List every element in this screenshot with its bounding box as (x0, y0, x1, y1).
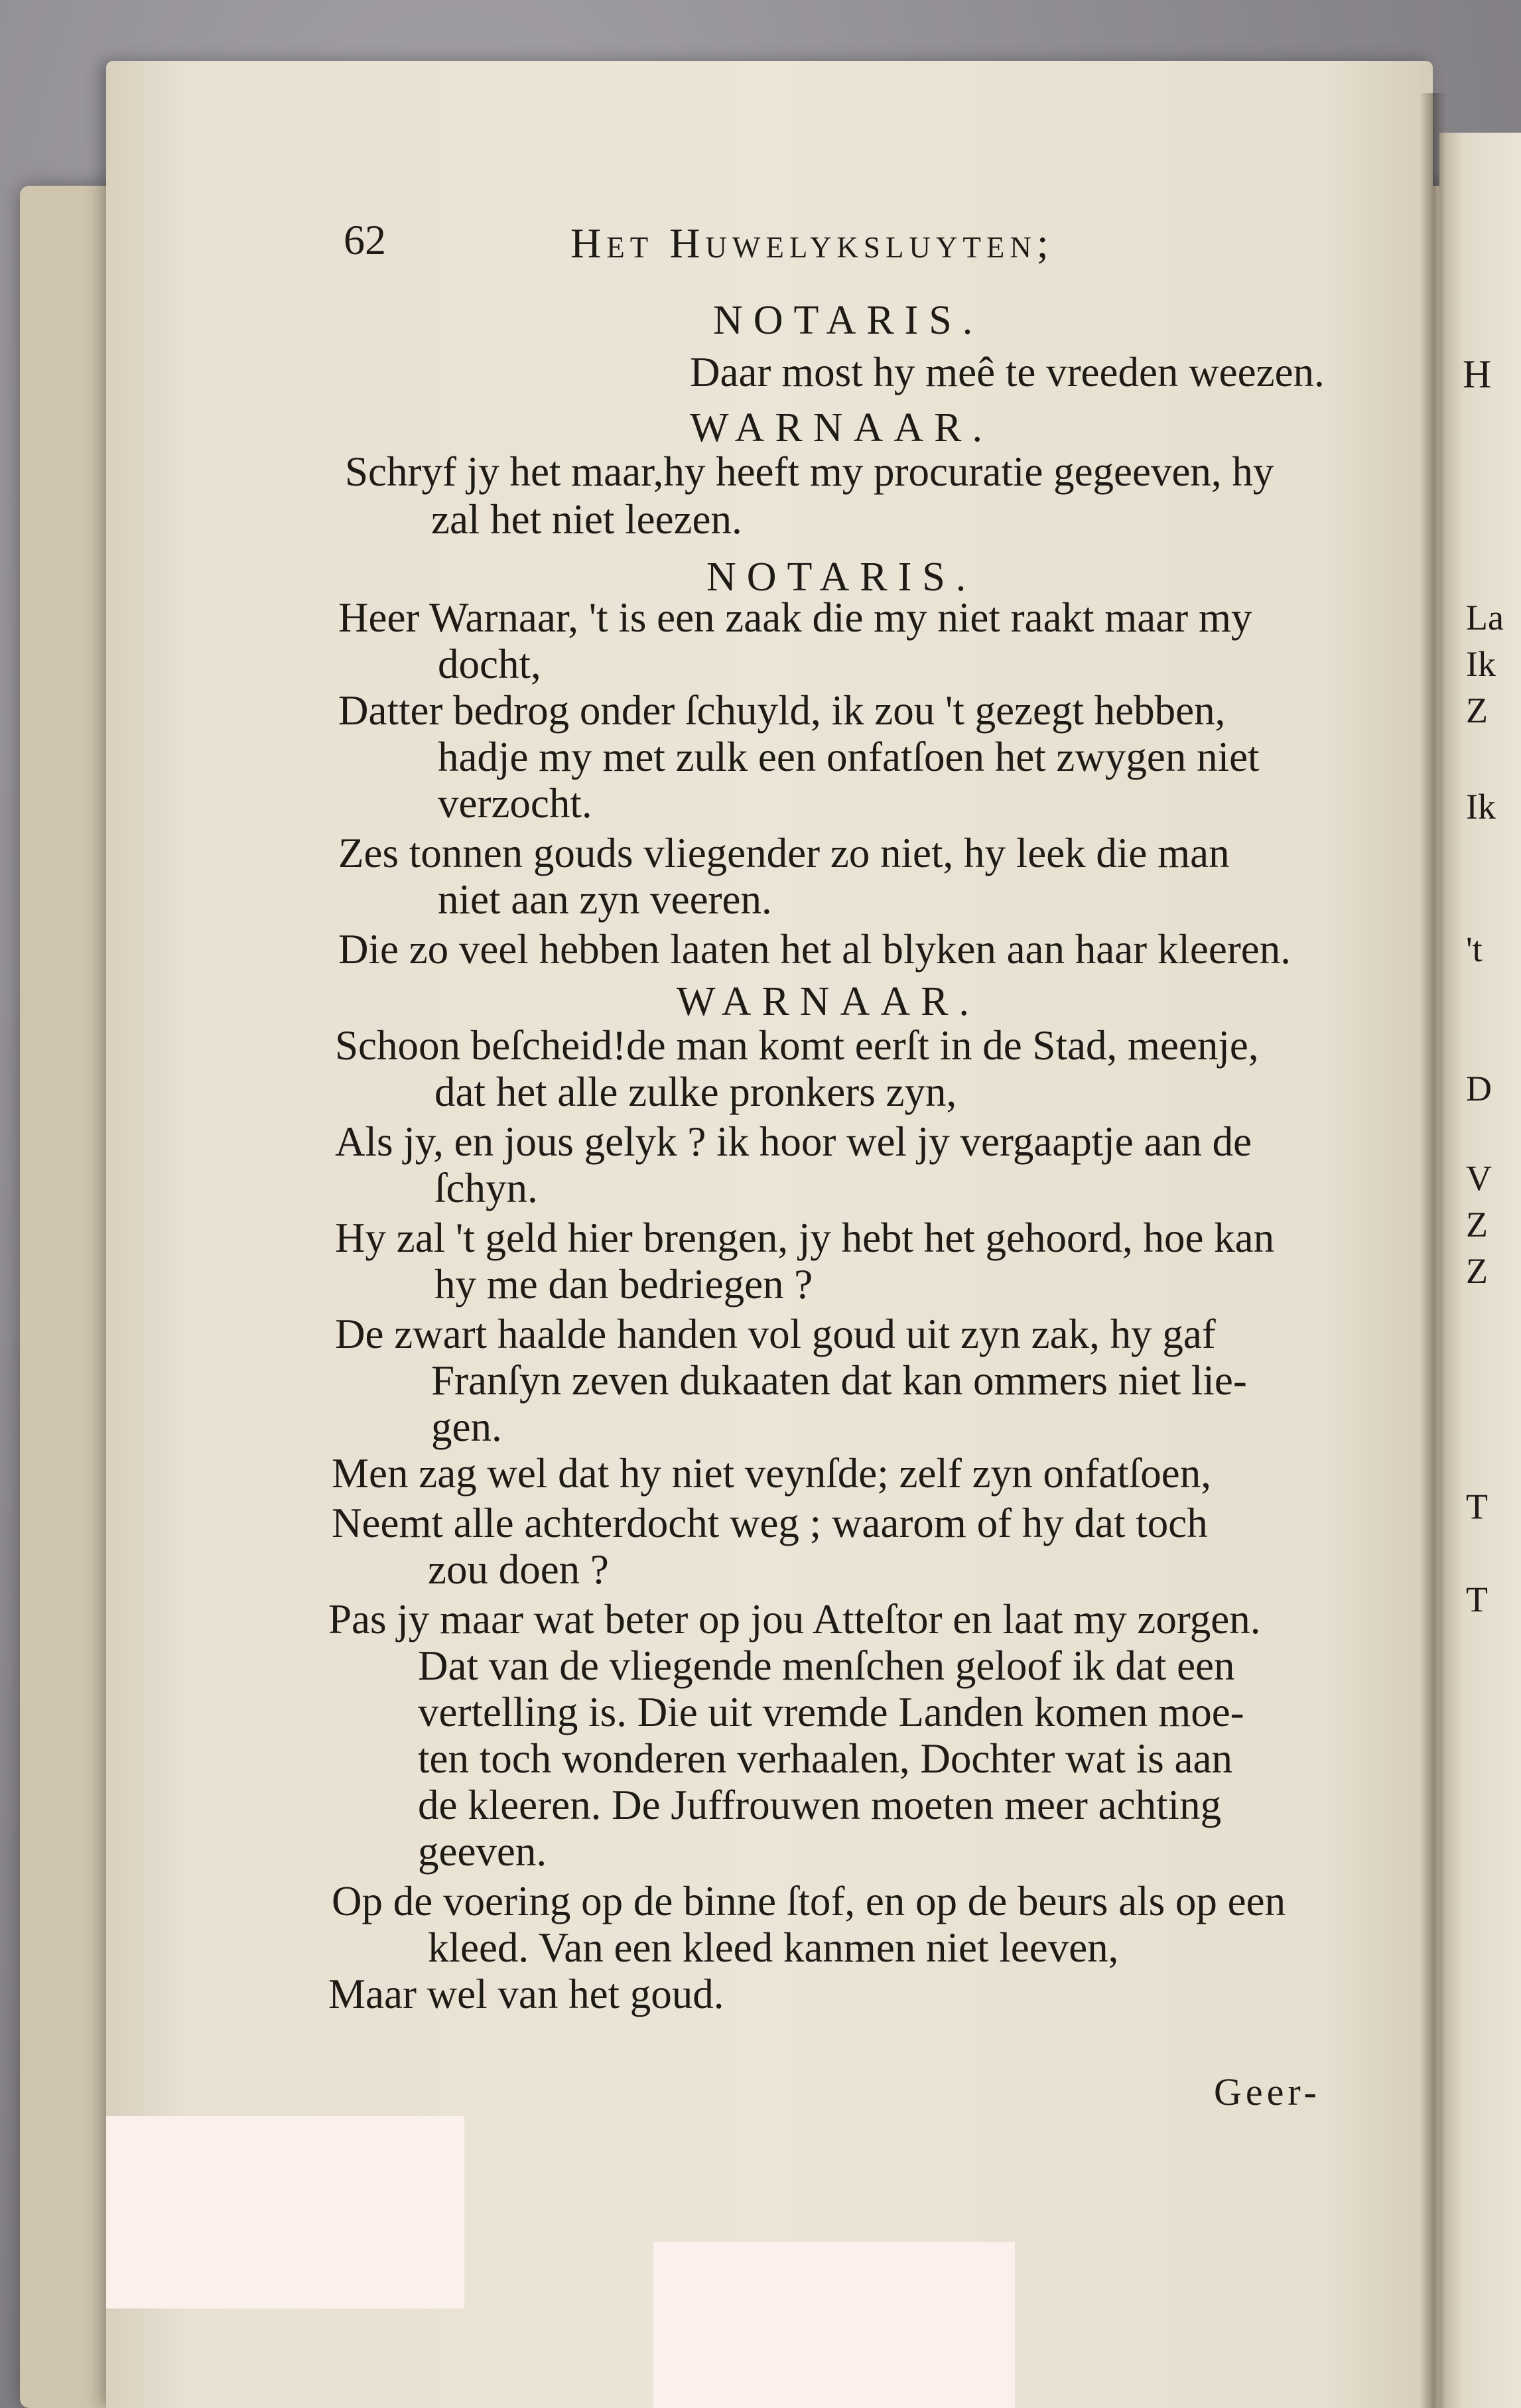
page-number: 62 (344, 216, 386, 263)
facing-page-letter: H (1463, 352, 1492, 396)
verse-line: Schoon beſcheid!de man komt eerſt in de Stad, meenje, (335, 1022, 1259, 1069)
verse-line: docht, (438, 641, 541, 687)
facing-page-letter: La (1466, 598, 1504, 637)
verse-line: Neemt alle achterdocht weg ; waarom of hy dat toch (332, 1500, 1208, 1546)
facing-page-letter: Z (1466, 1205, 1488, 1244)
facing-page-letter: Ik (1466, 787, 1496, 827)
verse-line: zou doen ? (428, 1546, 609, 1593)
facing-page-letter: T (1466, 1579, 1488, 1619)
verse-line: zal het niet leezen. (431, 496, 742, 543)
redaction-box (653, 2242, 1015, 2408)
verse-line: Datter bedrog onder ſchuyld, ik zou 't gezegt hebben, (338, 687, 1226, 734)
speaker-notaris: NOTARIS. (706, 555, 977, 600)
verse-line: Zes tonnen gouds vliegender zo niet, hy leek die man (338, 830, 1230, 876)
verse-line: verzocht. (438, 780, 592, 827)
verse-line: ten toch wonderen verhaalen, Dochter wat is aan (418, 1735, 1232, 1782)
verse-line: geeven. (418, 1828, 547, 1875)
verse-line: Men zag wel dat hy niet veynſde; zelf zyn onfatſoen, (332, 1450, 1212, 1497)
verse-line: hy me dan bedriegen ? (434, 1261, 813, 1307)
verse-line: gen. (431, 1404, 502, 1450)
verse-line: Daar most hy meê te vreeden weezen. (690, 349, 1325, 395)
speaker-warnaar: WARNAAR. (690, 405, 993, 450)
verse-line: Als jy, en jous gelyk ? ik hoor wel jy vergaaptje aan de (335, 1118, 1252, 1165)
verse-line: Hy zal 't geld hier brengen, jy hebt het gehoord, hoe kan (335, 1215, 1275, 1261)
speaker-warnaar: WARNAAR. (677, 979, 980, 1024)
facing-page-letter: D (1466, 1069, 1492, 1108)
verse-line: vertelling is. Die uit vremde Landen komen moe- (418, 1689, 1244, 1735)
verse-line: Heer Warnaar, 't is een zaak die my niet raakt maar my (338, 594, 1252, 641)
facing-page-letter: 't (1466, 929, 1483, 969)
verse-line: De zwart haalde handen vol goud uit zyn zak, hy gaf (335, 1311, 1216, 1357)
verse-line: Schryf jy het maar,hy heeft my procuratie gegeeven, hy (345, 448, 1274, 495)
facing-page-letter: Z (1466, 1251, 1488, 1291)
facing-page-letter: Ik (1466, 644, 1496, 684)
verse-line: kleed. Van een kleed kanmen niet leeven, (428, 1924, 1119, 1971)
verse-line: de kleeren. De Juffrouwen moeten meer achting (418, 1782, 1222, 1828)
facing-page-letter: V (1466, 1158, 1492, 1198)
verse-line: Pas jy maar wat beter op jou Atteſtor en laat my zorgen. (328, 1596, 1261, 1642)
verse-line: Maar wel van het goud. (328, 1971, 724, 2017)
facing-page-letter: T (1466, 1487, 1488, 1526)
verse-line: Op de voering op de binne ſtof, en op de beurs als op een (332, 1878, 1286, 1924)
verse-line: niet aan zyn veeren. (438, 876, 772, 923)
verse-line: Die zo veel hebben laaten het al blyken aan haar kleeren. (338, 926, 1291, 972)
facing-page-letter: Z (1466, 691, 1488, 730)
running-head: Het Huwelyksluyten; (570, 220, 1054, 267)
verse-line: hadje my met zulk een onfatſoen het zwygen niet (438, 734, 1260, 780)
speaker-notaris: NOTARIS. (713, 298, 984, 343)
verse-line: dat het alle zulke pronkers zyn, (434, 1069, 957, 1115)
redaction-box (106, 2116, 464, 2308)
verse-line: ſchyn. (434, 1165, 538, 1211)
verse-line: Dat van de vliegende menſchen geloof ik dat een (418, 1642, 1235, 1689)
catchword: Geer- (1214, 2070, 1321, 2113)
verse-line: Franſyn zeven dukaaten dat kan ommers niet lie- (431, 1357, 1247, 1404)
